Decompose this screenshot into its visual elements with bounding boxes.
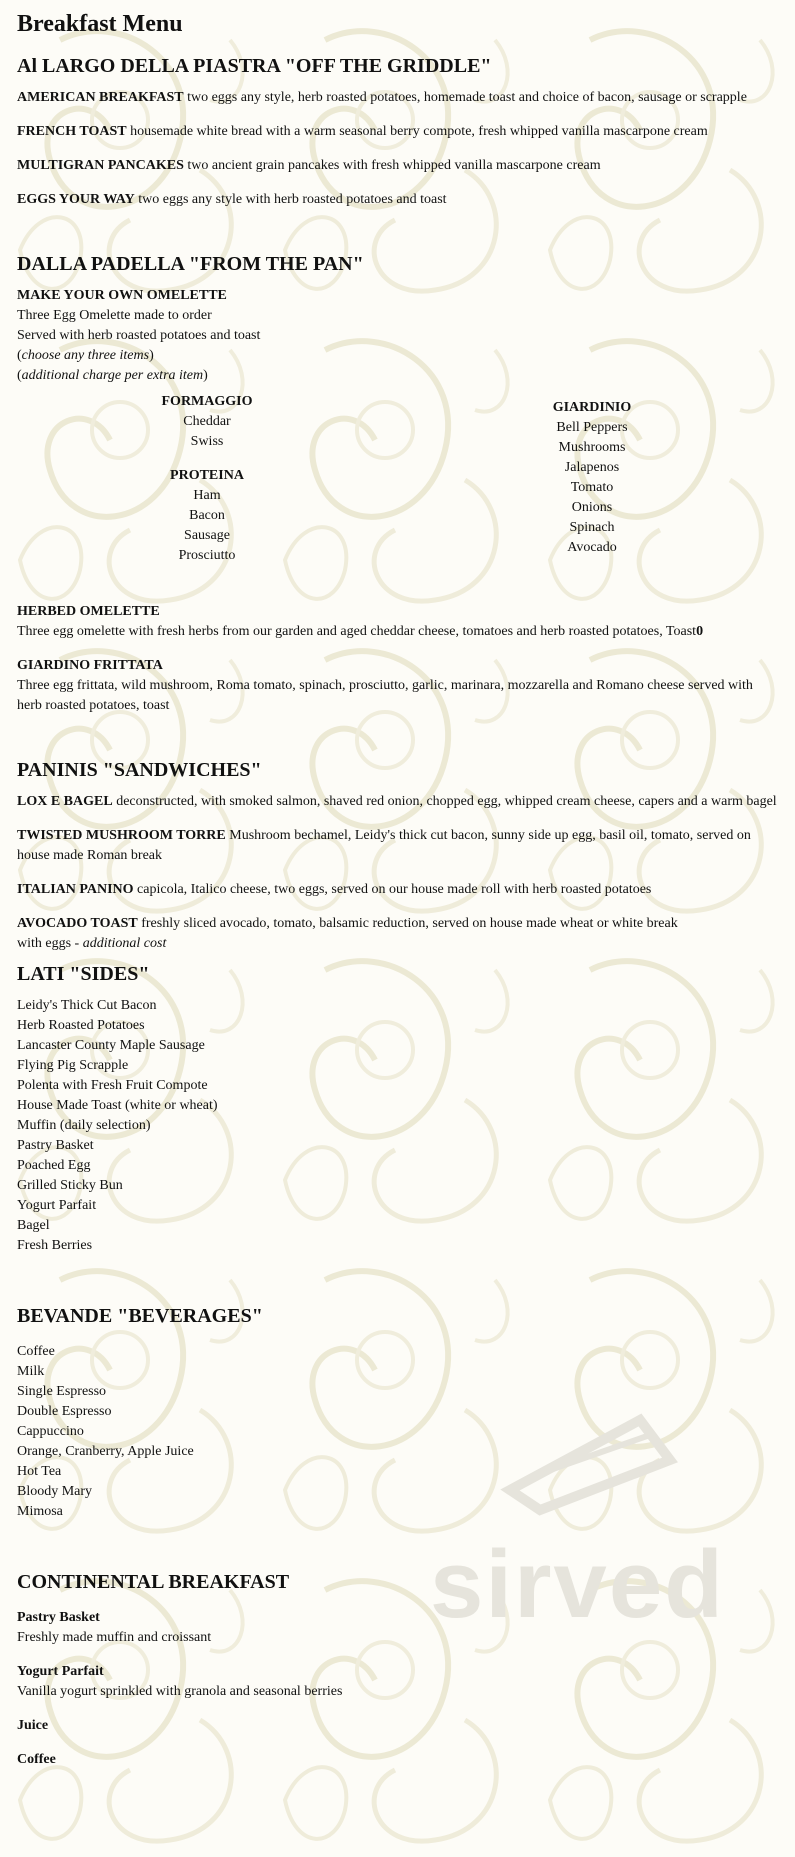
item-name: Pastry Basket xyxy=(17,1610,100,1625)
list-item: Orange, Cranberry, Apple Juice xyxy=(17,1444,194,1459)
item-name: AMERICAN BREAKFAST xyxy=(17,90,184,105)
list-item: Cappuccino xyxy=(17,1424,84,1439)
pan-heading: DALLA PADELLA "FROM THE PAN" xyxy=(17,253,364,275)
list-item: Fresh Berries xyxy=(17,1238,93,1253)
omelette-block xyxy=(17,286,778,386)
option-item: Onions xyxy=(571,500,613,515)
list-item: Flying Pig Scrapple xyxy=(17,1058,129,1073)
item-name: HERBED OMELETTE xyxy=(17,604,160,619)
continental-heading: CONTINENTAL BREAKFAST xyxy=(17,1571,290,1593)
beverages-list xyxy=(17,1342,778,1522)
option-item: Bacon xyxy=(189,508,225,523)
item-desc: freshly sliced avocado, tomato, balsamic reduction, served on house made wheat or white break xyxy=(137,916,678,931)
omelette-line: Served with herb roasted potatoes and toast xyxy=(17,328,261,343)
list-item: Pastry Basket xyxy=(17,1138,94,1153)
paninis-heading: PANINIS "SANDWICHES" xyxy=(17,759,262,781)
list-item: Mimosa xyxy=(17,1504,63,1519)
menu-item xyxy=(17,826,778,866)
omelette-options xyxy=(17,386,778,576)
list-item: Double Espresso xyxy=(17,1404,112,1419)
option-item: Avocado xyxy=(567,540,617,555)
giardinio-column xyxy=(527,398,657,558)
item-desc: deconstructed, with smoked salmon, shaved red onion, chopped egg, whipped cream cheese, capers and a warm bagel xyxy=(112,794,777,809)
item-desc: two eggs any style, herb roasted potatoes, homemade toast and choice of bacon, sausage or scrapple xyxy=(183,90,747,105)
item-name: ITALIAN PANINO xyxy=(17,882,134,897)
option-item: Jalapenos xyxy=(564,460,620,475)
list-item: Polenta with Fresh Fruit Compote xyxy=(17,1078,208,1093)
list-item: Milk xyxy=(17,1364,45,1379)
item-name: GIARDINO FRITTATA xyxy=(17,658,163,673)
menu-item xyxy=(17,122,778,142)
option-item: Ham xyxy=(193,488,221,503)
proteina-heading: PROTEINA xyxy=(170,468,244,483)
omelette-note: (choose any three items) xyxy=(17,348,154,363)
sides-heading: LATI "SIDES" xyxy=(17,963,150,985)
list-item: Herb Roasted Potatoes xyxy=(17,1018,145,1033)
menu-item xyxy=(17,1662,778,1702)
item-desc: two ancient grain pancakes with fresh whipped vanilla mascarpone cream xyxy=(183,158,601,173)
list-item: Bagel xyxy=(17,1218,50,1233)
item-name: TWISTED MUSHROOM TORRE xyxy=(17,828,226,843)
menu-item xyxy=(17,880,778,900)
list-item: Coffee xyxy=(17,1344,55,1359)
list-item: Single Espresso xyxy=(17,1384,107,1399)
sirved-watermark: sirved xyxy=(430,1531,725,1638)
menu-item xyxy=(17,656,778,716)
griddle-section xyxy=(17,54,778,210)
menu-item xyxy=(17,792,778,812)
item-note: additional cost xyxy=(82,936,167,951)
item-desc: Three egg frittata, wild mushroom, Roma tomato, spinach, prosciutto, garlic, marinara, mozzarella and Romano cheese served with herb roasted potatoes, toast xyxy=(17,678,753,713)
option-item: Prosciutto xyxy=(178,548,236,563)
menu-item xyxy=(17,190,778,210)
item-name: AVOCADO TOAST xyxy=(17,916,138,931)
list-item: Bloody Mary xyxy=(17,1484,93,1499)
omelette-line: Three Egg Omelette made to order xyxy=(17,308,212,323)
list-item: Hot Tea xyxy=(17,1464,62,1479)
item-desc: housemade white bread with a warm seasonal berry compote, fresh whipped vanilla mascarpone cream xyxy=(126,124,708,139)
menu-item xyxy=(17,156,778,176)
page-title: Breakfast Menu xyxy=(17,11,183,37)
option-item: Sausage xyxy=(184,528,230,543)
item-name: Juice xyxy=(17,1718,49,1733)
item-desc: Three egg omelette with fresh herbs from our garden and aged cheddar cheese, tomatoes and herb roasted potatoes, Toast xyxy=(17,624,697,639)
list-item: Muffin (daily selection) xyxy=(17,1118,151,1133)
paninis-section xyxy=(17,758,778,954)
sides-list xyxy=(17,996,778,1256)
menu-item xyxy=(17,1716,778,1736)
menu-item xyxy=(17,1750,778,1770)
formaggio-heading: FORMAGGIO xyxy=(161,394,253,409)
continental-section xyxy=(17,1570,778,1770)
formaggio-proteina-column xyxy=(132,392,282,566)
item-desc: Freshly made muffin and croissant xyxy=(17,1630,212,1645)
list-item: House Made Toast (white or wheat) xyxy=(17,1098,218,1113)
beverages-heading: BEVANDE "BEVERAGES" xyxy=(17,1305,263,1327)
item-name: FRENCH TOAST xyxy=(17,124,127,139)
beverages-section xyxy=(17,1304,778,1522)
option-item: Cheddar xyxy=(183,414,231,429)
list-item: Poached Egg xyxy=(17,1158,91,1173)
item-desc: two eggs any style with herb roasted potatoes and toast xyxy=(134,192,447,207)
option-item: Tomato xyxy=(570,480,614,495)
list-item: Lancaster County Maple Sausage xyxy=(17,1038,205,1053)
option-item: Spinach xyxy=(569,520,615,535)
menu-item xyxy=(17,1608,778,1648)
list-item: Yogurt Parfait xyxy=(17,1198,97,1213)
giardinio-heading: GIARDINIO xyxy=(552,400,632,415)
list-item: Leidy's Thick Cut Bacon xyxy=(17,998,157,1013)
option-item: Mushrooms xyxy=(558,440,626,455)
item-name: Yogurt Parfait xyxy=(17,1664,104,1679)
menu-item xyxy=(17,602,778,642)
item-name: Coffee xyxy=(17,1752,56,1767)
option-item: Bell Peppers xyxy=(556,420,628,435)
menu-item: AVOCADO TOAST freshly sliced avocado, tomato, balsamic reduction, served on house made wheat or white break with eggs - additional cost xyxy=(17,916,678,951)
item-desc: Vanilla yogurt sprinkled with granola and seasonal berries xyxy=(17,1684,343,1699)
omelette-note: (additional charge per extra item) xyxy=(17,368,208,383)
item-name: MULTIGRAN PANCAKES xyxy=(17,158,184,173)
option-item: Swiss xyxy=(190,434,224,449)
list-item: Grilled Sticky Bun xyxy=(17,1178,123,1193)
item-desc: capicola, Italico cheese, two eggs, served on our house made roll with herb roasted potatoes xyxy=(133,882,652,897)
griddle-heading: Al LARGO DELLA PIASTRA "OFF THE GRIDDLE" xyxy=(17,55,492,77)
item-name: LOX E BAGEL xyxy=(17,794,113,809)
pan-section xyxy=(17,252,778,716)
item-name: EGGS YOUR WAY xyxy=(17,192,135,207)
item-desc: Mushroom bechamel, Leidy's thick cut bacon, sunny side up egg, basil oil, tomato, served on house made Roman break xyxy=(17,828,751,863)
item-name: MAKE YOUR OWN OMELETTE xyxy=(17,288,227,303)
sides-section xyxy=(17,962,778,1256)
menu-item xyxy=(17,88,778,108)
item-trail: 0 xyxy=(696,624,704,639)
